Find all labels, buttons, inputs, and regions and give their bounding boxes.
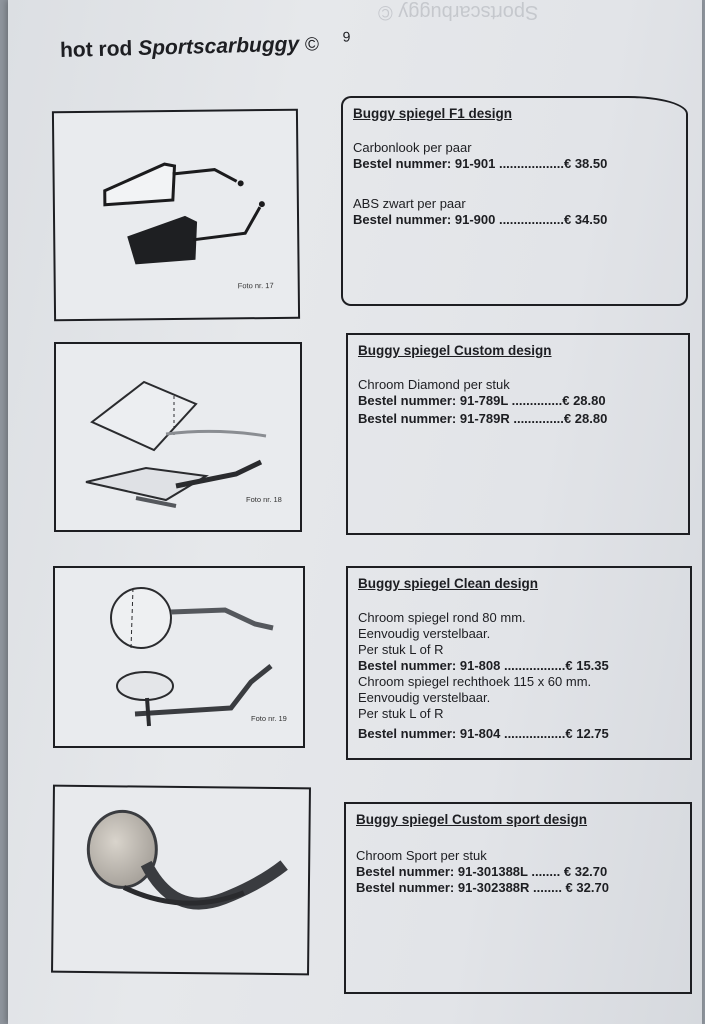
product-photo-4	[51, 785, 311, 976]
item2-order-line-2	[358, 411, 607, 426]
item1-line-1: Carbonlook per paar	[353, 140, 472, 155]
item2-order-line-1	[358, 393, 606, 408]
price-91-901: 38.50	[574, 156, 608, 171]
order-number-91-789L: Bestel nummer: 91-789L ..............€	[358, 393, 570, 408]
order-number-91-901: Bestel nummer: 91-901 ..................€	[353, 156, 572, 171]
item3-line-6: Eenvoudig verstelbaar.	[358, 690, 491, 705]
item3-line-1: Chroom spiegel rond 80 mm.	[358, 610, 526, 625]
item3-line-3: Per stuk L of R	[358, 642, 444, 657]
item1-order-line-1	[353, 156, 607, 171]
item4-line-1: Chroom Sport per stuk	[356, 848, 487, 863]
price-91-789L: 28.80	[573, 393, 606, 408]
product-box-4	[344, 802, 692, 994]
bleed-through-text: Sportscarbuggy ©	[378, 1, 539, 23]
header-title-italic: Sportscarbuggy	[137, 32, 300, 60]
photo-label-3: Foto nr. 19	[251, 714, 287, 723]
item4-order-line-1	[356, 864, 607, 879]
item3-order-line-2	[358, 726, 609, 741]
photo-label-1: Foto nr. 17	[237, 280, 274, 291]
order-number-91-804: Bestel nummer: 91-804 .................€	[358, 726, 573, 741]
order-number-91-789R: Bestel nummer: 91-789R ..............€	[358, 411, 572, 426]
product-title-4: Buggy spiegel Custom sport design	[356, 812, 588, 827]
price-91-301388L: 32.70	[574, 864, 608, 879]
price-91-804: 12.75	[576, 726, 609, 741]
product-box-2	[346, 333, 690, 535]
product-title-2: Buggy spiegel Custom design	[358, 343, 552, 358]
item4-order-line-2	[356, 880, 609, 895]
copyright-symbol: ©	[304, 34, 320, 56]
order-number-91-301388L: Bestel nummer: 91-301388L ........ €	[356, 864, 572, 879]
order-number-91-808: Bestel nummer: 91-808 .................€	[358, 658, 573, 673]
price-91-789R: 28.80	[574, 411, 608, 426]
order-number-91-302388R: Bestel nummer: 91-302388R ........ €	[356, 880, 573, 895]
item2-line-1: Chroom Diamond per stuk	[358, 377, 510, 392]
item1-order-line-2	[353, 212, 607, 227]
price-91-808: 15.35	[576, 658, 609, 673]
sport-mirror-icon	[53, 787, 309, 974]
item3-line-7: Per stuk L of R	[358, 706, 444, 721]
header-title: hot rod	[59, 36, 139, 62]
catalog-page	[8, 0, 702, 1024]
item3-line-2: Eenvoudig verstelbaar.	[358, 626, 491, 641]
photo-label-2: Foto nr. 18	[246, 495, 282, 504]
product-box-1	[341, 96, 688, 306]
product-photo-2	[54, 342, 302, 532]
item3-order-line-1	[358, 658, 609, 673]
product-photo-1	[52, 109, 300, 322]
product-photo-3	[53, 566, 305, 748]
price-91-900: 34.50	[574, 212, 608, 227]
order-number-91-900: Bestel nummer: 91-900 ..................€	[353, 212, 572, 227]
product-box-3	[346, 566, 692, 760]
page-number: 9	[342, 28, 351, 45]
item3-line-5: Chroom spiegel rechthoek 115 x 60 mm.	[358, 674, 592, 689]
page-header	[60, 28, 351, 63]
item1-line-3: ABS zwart per paar	[353, 196, 466, 211]
product-title-3: Buggy spiegel Clean design	[358, 576, 539, 591]
product-title-1: Buggy spiegel F1 design	[353, 106, 513, 121]
price-91-302388R: 32.70	[576, 880, 609, 895]
